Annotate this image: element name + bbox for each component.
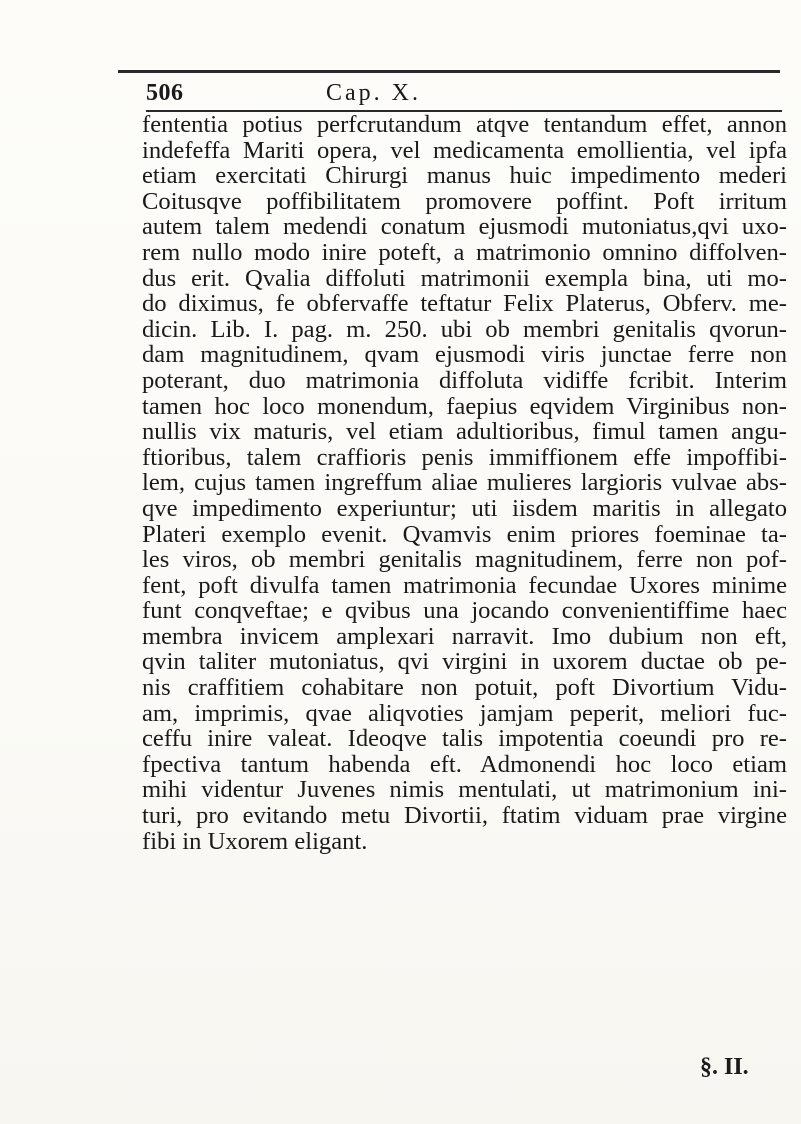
text-line: mihi videntur Juvenes nimis mentulati, ut matrimonium ini-: [142, 776, 787, 804]
text-line: ftioribus, talem craffioris penis immiffionem effe impoffibi-: [142, 443, 787, 471]
text-line: turi, pro evitando metu Divortii, ftatim viduam prae virgine: [142, 802, 787, 830]
text-line: les viros, ob membri genitalis magnitudinem, ferre non pof-: [142, 546, 787, 574]
text-line: nullis vix maturis, vel etiam adultioribus, fimul tamen angu-: [142, 418, 787, 446]
text-line-last: fibi in Uxorem eligant.: [142, 827, 368, 855]
text-line: dus erit. Qvalia diffoluti matrimonii exempla bina, uti mo-: [142, 264, 787, 292]
text-line: poterant, duo matrimonia diffoluta vidiffe fcribit. Interim: [142, 366, 787, 394]
text-line: Coitusqve poffibilitatem promovere poffint. Poft irritum: [142, 187, 787, 215]
running-head: Cap. X.: [326, 80, 421, 106]
text-line: qve impedimento experiuntur; uti iisdem maritis in allegato: [142, 494, 787, 522]
text-line: qvin taliter mutoniatus, qvi virgini in uxorem ductae ob pe-: [142, 648, 787, 676]
text-line: funt conqveftae; e qvibus una jocando convenientiffime haec: [142, 597, 787, 625]
text-line: fpectiva tantum habenda eft. Admonendi hoc loco etiam: [142, 750, 787, 778]
page-number: 506: [146, 80, 184, 106]
text-line: autem talem medendi conatum ejusmodi mutoniatus,qvi uxo-: [142, 213, 787, 241]
text-line: nis craffitiem cohabitare non potuit, poft Divortium Vidu-: [142, 674, 787, 702]
text-line: lem, cujus tamen ingreffum aliae mulieres largioris vulvae abs-: [142, 469, 787, 497]
page-header: [146, 79, 786, 113]
body-text: [142, 112, 787, 854]
text-line: tamen hoc loco monendum, faepius eqvidem Virginibus non-: [142, 392, 787, 420]
text-line: ceffu inire valeat. Ideoqve talis impotentia coeundi pro re-: [142, 725, 787, 753]
text-line: rem nullo modo inire poteft, a matrimonio omnino diffolven-: [142, 238, 787, 266]
text-line: Plateri exemplo evenit. Qvamvis enim priores foeminae ta-: [142, 520, 787, 548]
text-line: do diximus, fe obfervaffe teftatur Felix Platerus, Obferv. me-: [142, 290, 787, 318]
text-line: am, imprimis, qvae aliqvoties jamjam peperit, meliori fuc-: [142, 699, 787, 727]
text-line: membra invicem amplexari narravit. Imo dubium non eft,: [142, 622, 787, 650]
text-line: fententia potius perfcrutandum atqve tentandum effet, annon: [142, 111, 787, 138]
text-line: indefeffa Mariti opera, vel medicamenta emollientia, vel ipfa: [142, 136, 787, 164]
text-line: dam magnitudinem, qvam ejusmodi viris junctae ferre non: [142, 341, 787, 369]
catchword: §. II.: [700, 1054, 749, 1080]
text-line: dicin. Lib. I. pag. m. 250. ubi ob membri genitalis qvorun-: [142, 315, 787, 343]
text-line: fent, poft divulfa tamen matrimonia fecundae Uxores minime: [142, 571, 787, 599]
text-line: etiam exercitati Chirurgi manus huic impedimento mederi: [142, 162, 787, 190]
top-rule: [118, 70, 780, 73]
